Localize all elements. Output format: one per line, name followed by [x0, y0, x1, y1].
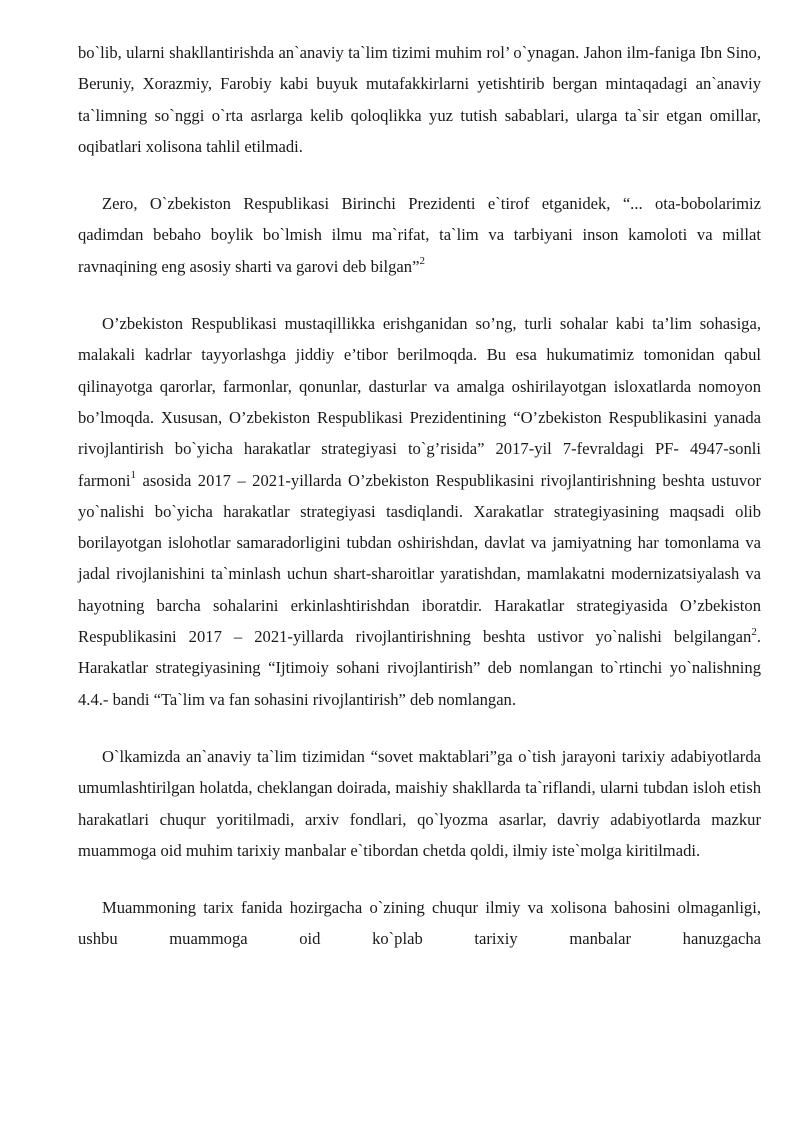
document-page — [78, 37, 761, 955]
footnote-marker: 1 — [130, 469, 137, 482]
paragraph-text: O`lkamizda an`anaviy ta`lim tizimidan “sovet maktablari”ga o`tish jarayoni tarixiy adabiyotlarda umumlashtirilgan holatda, cheklangan doirada, maishiy shakllarda ta`riflandi, ularni tubdan isloh etish harakatlari chuqur yoritilmadi, arxiv fondlari, qo`lyozma asarlar, davriy adabiyotlarda mazkur muammoga oid muhim tarixiy manbalar e`tibordan chetda qoldi, ilmiy iste`molga kiritilmadi. — [78, 746, 761, 860]
footnote-marker: 2 — [419, 255, 425, 268]
paragraph-continuation — [78, 37, 761, 162]
paragraph-quote — [78, 188, 761, 282]
paragraph-text: bo`lib, ularni shakllantirishda an`anaviy ta`lim tizimi muhim rol’ o`ynagan. Jahon ilm-faniga Ibn Sino, Beruniy, Xorazmiy, Farobiy kabi buyuk mutafakkirlarni yetishtirib bergan mintaqadagi an`anaviy ta`limning so`nggi o`rta asrlarga kelib qoloqlikka yuz tutish sabablari, ularga ta`sir etgan omillar, oqibatlari xolisona tahlil etilmadi. — [78, 43, 761, 156]
paragraph-text: Zero, O`zbekiston Respublikasi Birinchi Prezidenti e`tirof etganidek, “... ota-bobolarimiz qadimdan bebaho boylik bo`lmish ilmu ma`rifat, ta`lim va tarbiyani inson kamoloti va millat ravnaqining eng asosiy sharti va garovi deb bilgan” — [78, 194, 761, 276]
paragraph-strategy — [78, 308, 761, 715]
paragraph-text: . Harakatlar strategiyasining “Ijtimoiy sohani rivojlantirish” deb nomlangan to`rtinchi yo`nalishning 4.4.- bandi “Ta`lim va fan sohasini rivojlantirish” deb nomlangan. — [78, 627, 761, 709]
paragraph-text: asosida 2017 – 2021-yillarda O’zbekiston Respublikasini rivojlantirishning beshta ustuvor yo`nalishi bo`yicha harakatlar strategiyasi tasdiqlandi. Xarakatlar strategiyasining maqsadi olib borilayotgan islohotlar samaradorligini tubdan oshirishdan, davlat va jamiyatning har tomonlama va jadal rivojlanishini ta`minlash uchun shart-sharoitlar yaratishdan, mamlakatni modernizatsiyalash va hayotning barcha sohalarini erkinlashtirishdan iboratdir. Harakatlar strategiyasida O’zbekiston Respublikasini 2017 – 2021-yillarda rivojlantirishning beshta ustivor yo`nalishi belgilangan — [78, 470, 761, 647]
paragraph-problem — [78, 892, 761, 955]
footnote-marker: 2 — [751, 625, 757, 638]
paragraph-text: O’zbekiston Respublikasi mustaqillikka erishganidan so’ng, turli sohalar kabi ta’lim sohasiga, malakali kadrlar tayyorlashga jiddiy e’tibor berilmoqda. Bu esa hukumatimiz tomonidan qabul qilinayotga qarorlar, farmonlar, qonunlar, dasturlar va amalga oshirilayotgan isloxatlarda nomoyon bo’lmoqda. Xususan, O’zbekiston Respublikasi Prezidentining “O’zbekiston Respublikasini yanada rivojlantirish bo`yicha harakatlar strategiyasi to`g’risida” 2017-yil 7-fevraldagi PF- 4947-sonli farmoni — [78, 314, 761, 490]
paragraph-soviet-schools — [78, 741, 761, 866]
paragraph-text: Muammoning tarix fanida hozirgacha o`zining chuqur ilmiy va xolisona bahosini olmaganligi, ushbu muammoga oid ko`plab tarixiy manbalar hanuzgacha — [78, 898, 761, 949]
